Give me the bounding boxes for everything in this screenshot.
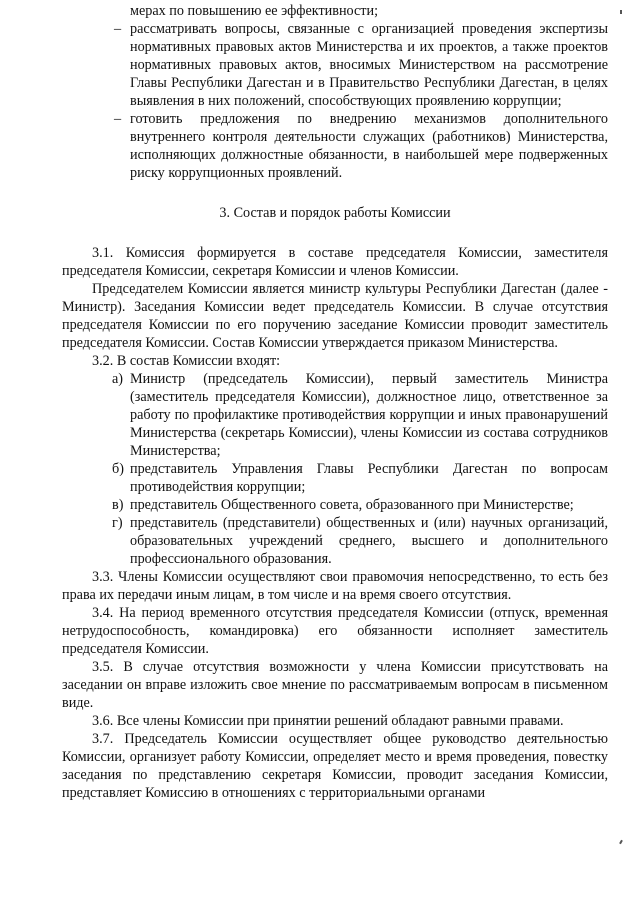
paragraph: 3.3. Члены Комиссии осуществляют свои правомочия непосредственно, то есть без права их передачи иным лицам, в том числе и на время своего отсутствия.: [62, 569, 608, 603]
list-item: [62, 110, 608, 182]
member-item: [62, 514, 608, 568]
list-item-text: мерах по повышению ее эффективности;: [130, 3, 379, 19]
list-item-text: рассматривать вопросы, связанные с организацией проведения экспертизы нормативных правовых актов Министерства и их проектов, а также проектов нормативных правовых актов, вносимых Министерством на рассмотрение Главы Республики Дагестан и в Правительство Республики Дагестан, в целях выявления в них положений, способствующих проявлению коррупции;: [130, 21, 608, 109]
member-item: [62, 496, 608, 514]
paragraph: 3.1. Комиссия формируется в составе председателя Комиссии, заместителя председателя Комиссии, секретаря Комиссии и членов Комиссии.: [62, 245, 608, 279]
section-heading: 3. Состав и порядок работы Комиссии: [219, 205, 451, 221]
member-marker: б): [112, 461, 124, 477]
member-item: [62, 460, 608, 496]
list-dash: –: [114, 111, 122, 127]
member-text: представитель (представители) общественных и (или) научных организаций, образовательных учреждений среднего, высшего и дополнительного профессионального образования.: [130, 515, 608, 567]
scan-speck: [619, 840, 623, 844]
list-item: [62, 20, 608, 110]
document-body: [62, 2, 608, 802]
paragraph: 3.6. Все члены Комиссии при принятии решений обладают равными правами.: [92, 713, 564, 729]
scan-speck: [620, 10, 622, 14]
paragraph: 3.4. На период временного отсутствия председателя Комиссии (отпуск, временная нетрудоспособность, командировка) его обязанности исполняет заместитель председателя Комиссии.: [62, 605, 608, 657]
paragraph: Председателем Комиссии является министр культуры Республики Дагестан (далее - Министр). Заседания Комиссии ведет председатель Комиссии. В случае отсутствия председателя Комиссии по его поручению заседание Комиссии проводит заместитель председателя Комиссии. Состав Комиссии утверждается приказом Министерства.: [62, 281, 608, 351]
member-marker: г): [112, 515, 123, 531]
list-item-text: готовить предложения по внедрению механизмов дополнительного внутреннего контроля деятельности служащих (работников) Министерства, исполняющих должностные обязанности, в наибольшей мере подверженных риску коррупционных проявлений.: [130, 111, 608, 181]
paragraph: 3.2. В состав Комиссии входят:: [92, 353, 281, 369]
member-marker: а): [112, 371, 124, 387]
list-item-continuation: [62, 2, 608, 20]
paragraph: 3.5. В случае отсутствия возможности у члена Комиссии присутствовать на заседании он вправе изложить свое мнение по рассматриваемым вопросам в письменном виде.: [62, 659, 608, 711]
paragraph: 3.7. Председатель Комиссии осуществляет общее руководство деятельностью Комиссии, организует работу Комиссии, определяет место и время проведения, повестку заседания по представлению секретаря Комиссии, проводит заседания Комиссии, представляет Комиссию в отношениях с территориальными органами: [62, 731, 608, 801]
member-text: представитель Общественного совета, образованного при Министерстве;: [130, 497, 574, 513]
member-text: Министр (председатель Комиссии), первый заместитель Министра (заместитель председателя Комиссии), должностное лицо, ответственное за работу по профилактике противодействия коррупции и иных правонарушений Министерства (секретарь Комиссии), члены Комиссии из состава сотрудников Министерства;: [130, 371, 608, 459]
list-dash: –: [114, 21, 122, 37]
member-text: представитель Управления Главы Республики Дагестан по вопросам противодействия коррупции;: [130, 461, 608, 495]
member-item: [62, 370, 608, 460]
member-marker: в): [112, 497, 124, 513]
